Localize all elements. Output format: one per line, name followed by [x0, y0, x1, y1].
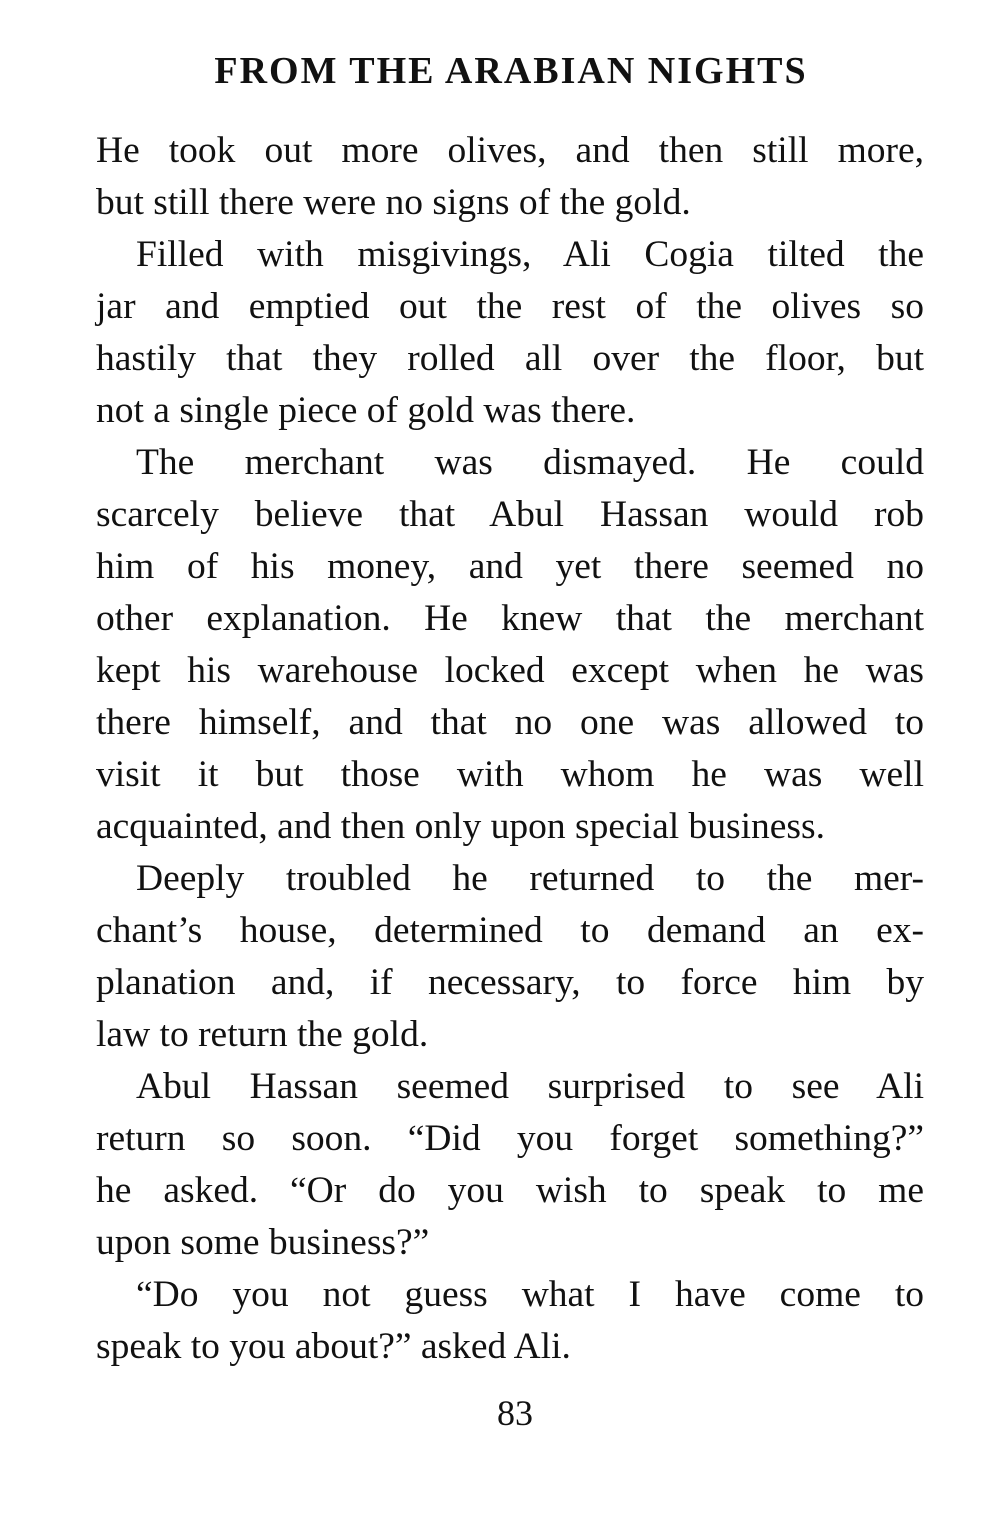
- running-head: FROM THE ARABIAN NIGHTS: [214, 50, 808, 92]
- text-line: Abul Hassan seemed surprised to see Ali: [136, 1066, 924, 1107]
- body-text: [96, 125, 924, 1373]
- text-line: there himself, and that no one was allowed to: [96, 702, 924, 743]
- text-line: he asked. “Or do you wish to speak to me: [96, 1170, 924, 1211]
- text-line: visit it but those with whom he was well: [96, 754, 924, 795]
- text-line: The merchant was dismayed. He could: [136, 442, 924, 483]
- text-line: not a single piece of gold was there.: [96, 390, 636, 431]
- text-line: him of his money, and yet there seemed no: [96, 546, 924, 587]
- text-line: hastily that they rolled all over the floor, but: [96, 338, 924, 379]
- text-line: but still there were no signs of the gold.: [96, 182, 691, 223]
- text-line: He took out more olives, and then still more,: [96, 130, 924, 171]
- text-line: jar and emptied out the rest of the olives so: [96, 286, 924, 327]
- text-line: speak to you about?” asked Ali.: [96, 1326, 571, 1367]
- text-line: other explanation. He knew that the merchant: [96, 598, 924, 639]
- text-line: return so soon. “Did you forget something?”: [96, 1118, 924, 1159]
- text-line: planation and, if necessary, to force him by: [96, 962, 924, 1003]
- text-line: kept his warehouse locked except when he was: [96, 650, 924, 691]
- text-line: upon some business?”: [96, 1222, 430, 1263]
- text-line: “Do you not guess what I have come to: [136, 1274, 924, 1315]
- text-line: acquainted, and then only upon special business.: [96, 806, 825, 847]
- text-line: chant’s house, determined to demand an ex-: [96, 910, 924, 951]
- text-line: law to return the gold.: [96, 1014, 429, 1055]
- text-line: Deeply troubled he returned to the mer-: [136, 858, 924, 899]
- text-line: scarcely believe that Abul Hassan would rob: [96, 494, 924, 535]
- text-line: Filled with misgivings, Ali Cogia tilted the: [136, 234, 924, 275]
- page-number: 83: [497, 1393, 533, 1433]
